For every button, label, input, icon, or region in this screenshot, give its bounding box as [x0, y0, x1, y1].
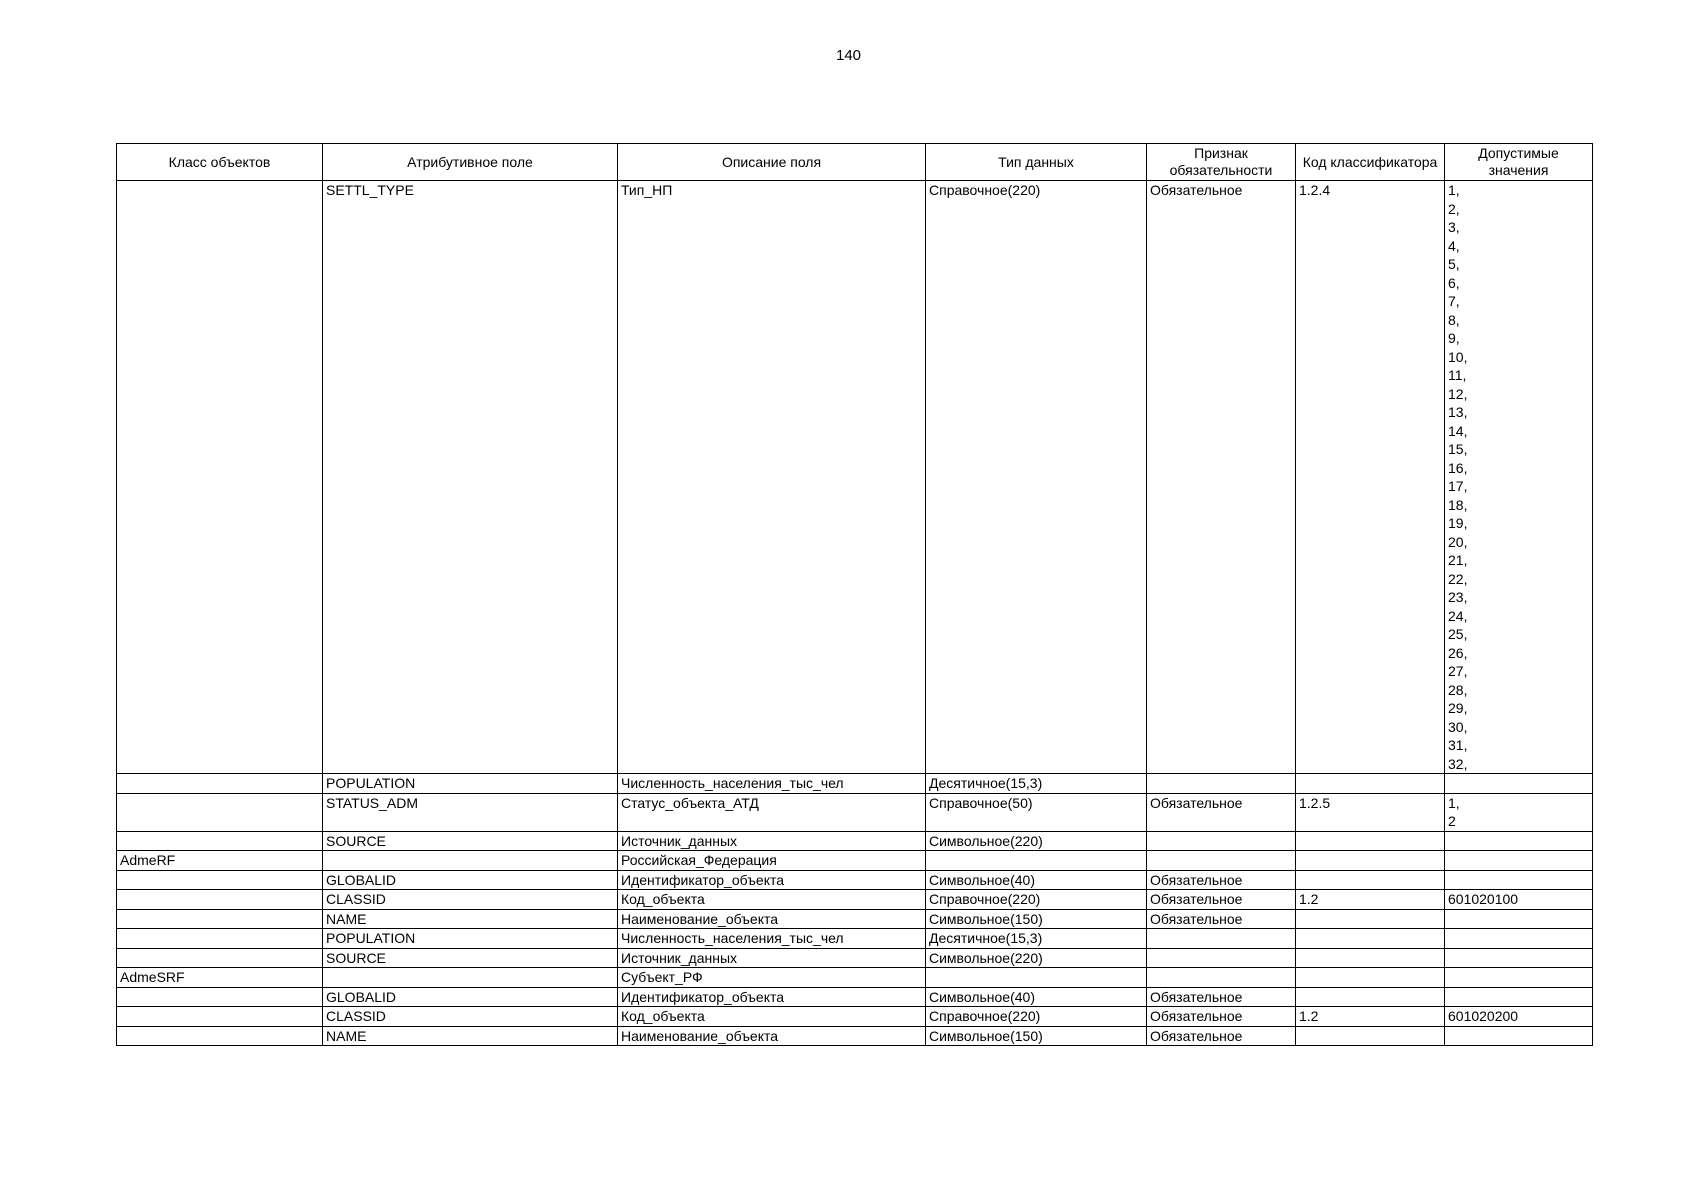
cell-data-type: Символьное(220) [926, 948, 1147, 968]
cell-data-type: Символьное(150) [926, 909, 1147, 929]
cell-classifier-code [1296, 909, 1445, 929]
allowed-value: 19, [1448, 515, 1468, 531]
table-row [117, 181, 1593, 774]
cell-classifier-code [1296, 851, 1445, 871]
table-row [117, 929, 1593, 949]
cell-attribute: NAME [323, 1026, 618, 1046]
cell-classifier-code [1296, 870, 1445, 890]
cell-description: Тип_НП [618, 181, 926, 774]
cell-description: Численность_населения_тыс_чел [618, 929, 926, 949]
allowed-value: 29, [1448, 700, 1468, 716]
cell-classifier-code [1296, 1026, 1445, 1046]
cell-data-type [926, 851, 1147, 871]
cell-data-type: Символьное(220) [926, 831, 1147, 851]
cell-allowed-values [1445, 948, 1593, 968]
cell-class [117, 793, 323, 831]
cell-data-type: Десятичное(15,3) [926, 774, 1147, 794]
cell-allowed-values [1445, 774, 1593, 794]
cell-attribute: SOURCE [323, 831, 618, 851]
allowed-value: 26, [1448, 644, 1468, 661]
cell-mandatory [1147, 851, 1296, 871]
allowed-value: 27, [1448, 663, 1468, 679]
cell-classifier-code: 1.2.4 [1296, 181, 1445, 774]
allowed-value: 601020200 [1448, 1008, 1519, 1024]
cell-attribute: CLASSID [323, 1007, 618, 1027]
allowed-value: 23, [1448, 589, 1468, 605]
allowed-value: 13, [1448, 404, 1468, 420]
cell-attribute: STATUS_ADM [323, 793, 618, 831]
allowed-value: 5, [1448, 256, 1460, 272]
cell-classifier-code [1296, 831, 1445, 851]
header-row [117, 144, 1593, 181]
cell-data-type: Десятичное(15,3) [926, 929, 1147, 949]
cell-data-type: Символьное(40) [926, 987, 1147, 1007]
cell-description: Численность_населения_тыс_чел [618, 774, 926, 794]
allowed-value: 9, [1448, 330, 1460, 346]
cell-allowed-values [1445, 1026, 1593, 1046]
cell-mandatory [1147, 948, 1296, 968]
cell-mandatory: Обязательное [1147, 1007, 1296, 1027]
cell-class [117, 987, 323, 1007]
cell-class [117, 774, 323, 794]
cell-description: Код_объекта [618, 890, 926, 910]
cell-mandatory: Обязательное [1147, 987, 1296, 1007]
header-data-type: Тип данных [926, 144, 1147, 181]
allowed-value: 20, [1448, 533, 1468, 550]
table-row [117, 968, 1593, 988]
table-row [117, 831, 1593, 851]
cell-mandatory [1147, 929, 1296, 949]
cell-allowed-values [1445, 870, 1593, 890]
cell-attribute: GLOBALID [323, 987, 618, 1007]
cell-mandatory [1147, 968, 1296, 988]
cell-allowed-values [1445, 987, 1593, 1007]
cell-mandatory: Обязательное [1147, 793, 1296, 831]
cell-class: AdmeRF [117, 851, 323, 871]
cell-allowed-values [1445, 890, 1593, 910]
table-row [117, 948, 1593, 968]
cell-classifier-code [1296, 948, 1445, 968]
cell-mandatory: Обязательное [1147, 181, 1296, 774]
cell-class [117, 909, 323, 929]
cell-data-type: Символьное(150) [926, 1026, 1147, 1046]
allowed-value: 22, [1448, 570, 1468, 587]
allowed-value: 6, [1448, 274, 1460, 291]
allowed-value: 601020100 [1448, 891, 1519, 907]
cell-description: Идентификатор_объекта [618, 987, 926, 1007]
cell-data-type: Справочное(220) [926, 181, 1147, 774]
allowed-value: 17, [1448, 478, 1468, 494]
cell-class [117, 870, 323, 890]
header-attribute: Атрибутивное поле [323, 144, 618, 181]
table-row [117, 987, 1593, 1007]
cell-mandatory: Обязательное [1147, 870, 1296, 890]
cell-description: Код_объекта [618, 1007, 926, 1027]
cell-classifier-code: 1.2 [1296, 1007, 1445, 1027]
table-row [117, 890, 1593, 910]
header-class: Класс объектов [117, 144, 323, 181]
allowed-value: 25, [1448, 626, 1468, 642]
cell-description: Субъект_РФ [618, 968, 926, 988]
cell-attribute: CLASSID [323, 890, 618, 910]
allowed-value: 4, [1448, 237, 1460, 254]
allowed-value: 32, [1448, 755, 1468, 772]
cell-class [117, 1026, 323, 1046]
table-row [117, 909, 1593, 929]
cell-allowed-values [1445, 181, 1593, 774]
table-row [117, 1007, 1593, 1027]
cell-classifier-code: 1.2.5 [1296, 793, 1445, 831]
header-allowed-values: Допустимые значения [1445, 144, 1593, 181]
allowed-value: 8, [1448, 311, 1460, 328]
cell-class [117, 929, 323, 949]
cell-allowed-values [1445, 793, 1593, 831]
cell-classifier-code [1296, 774, 1445, 794]
cell-allowed-values [1445, 831, 1593, 851]
cell-description: Статус_объекта_АТД [618, 793, 926, 831]
allowed-value: 15, [1448, 441, 1468, 457]
table-row [117, 1026, 1593, 1046]
cell-attribute: SETTL_TYPE [323, 181, 618, 774]
allowed-value: 14, [1448, 422, 1468, 439]
cell-description: Российская_Федерация [618, 851, 926, 871]
table-row [117, 793, 1593, 831]
cell-allowed-values [1445, 968, 1593, 988]
table-row [117, 851, 1593, 871]
cell-mandatory: Обязательное [1147, 909, 1296, 929]
cell-allowed-values [1445, 1007, 1593, 1027]
cell-class [117, 948, 323, 968]
allowed-value: 18, [1448, 496, 1468, 513]
allowed-value: 28, [1448, 681, 1468, 698]
cell-classifier-code [1296, 987, 1445, 1007]
cell-data-type: Справочное(220) [926, 890, 1147, 910]
cell-data-type: Символьное(40) [926, 870, 1147, 890]
cell-classifier-code [1296, 929, 1445, 949]
allowed-value: 12, [1448, 385, 1468, 402]
cell-class [117, 831, 323, 851]
cell-classifier-code: 1.2 [1296, 890, 1445, 910]
cell-class: AdmeSRF [117, 968, 323, 988]
cell-attribute [323, 968, 618, 988]
cell-data-type [926, 968, 1147, 988]
header-description: Описание поля [618, 144, 926, 181]
cell-description: Идентификатор_объекта [618, 870, 926, 890]
cell-description: Наименование_объекта [618, 1026, 926, 1046]
page-number: 140 [835, 47, 862, 64]
cell-attribute: POPULATION [323, 929, 618, 949]
allowed-value: 10, [1448, 348, 1468, 365]
allowed-value: 16, [1448, 459, 1468, 476]
cell-attribute [323, 851, 618, 871]
allowed-value: 1, [1448, 182, 1460, 198]
table-body [117, 181, 1593, 1046]
cell-description: Источник_данных [618, 831, 926, 851]
table-row [117, 774, 1593, 794]
cell-description: Источник_данных [618, 948, 926, 968]
cell-allowed-values [1445, 851, 1593, 871]
cell-attribute: NAME [323, 909, 618, 929]
header-mandatory: Признак обязательности [1147, 144, 1296, 181]
allowed-value: 1, [1448, 794, 1460, 811]
cell-mandatory: Обязательное [1147, 890, 1296, 910]
cell-allowed-values [1445, 929, 1593, 949]
cell-mandatory [1147, 831, 1296, 851]
cell-classifier-code [1296, 968, 1445, 988]
cell-attribute: GLOBALID [323, 870, 618, 890]
cell-mandatory: Обязательное [1147, 1026, 1296, 1046]
allowed-value: 2, [1448, 200, 1460, 217]
allowed-value: 31, [1448, 737, 1468, 753]
cell-description: Наименование_объекта [618, 909, 926, 929]
cell-data-type: Справочное(220) [926, 1007, 1147, 1027]
cell-data-type: Справочное(50) [926, 793, 1147, 831]
cell-class [117, 890, 323, 910]
allowed-value: 2 [1448, 813, 1456, 829]
allowed-value: 7, [1448, 293, 1460, 309]
cell-mandatory [1147, 774, 1296, 794]
header-classifier-code: Код классификатора [1296, 144, 1445, 181]
attribute-table [116, 143, 1593, 1046]
allowed-value: 30, [1448, 718, 1468, 735]
table-row [117, 870, 1593, 890]
cell-allowed-values [1445, 909, 1593, 929]
allowed-value: 11, [1448, 367, 1467, 383]
allowed-value: 3, [1448, 219, 1460, 235]
allowed-value: 21, [1448, 552, 1468, 568]
cell-class [117, 181, 323, 774]
cell-class [117, 1007, 323, 1027]
cell-attribute: POPULATION [323, 774, 618, 794]
cell-attribute: SOURCE [323, 948, 618, 968]
allowed-value: 24, [1448, 607, 1468, 624]
